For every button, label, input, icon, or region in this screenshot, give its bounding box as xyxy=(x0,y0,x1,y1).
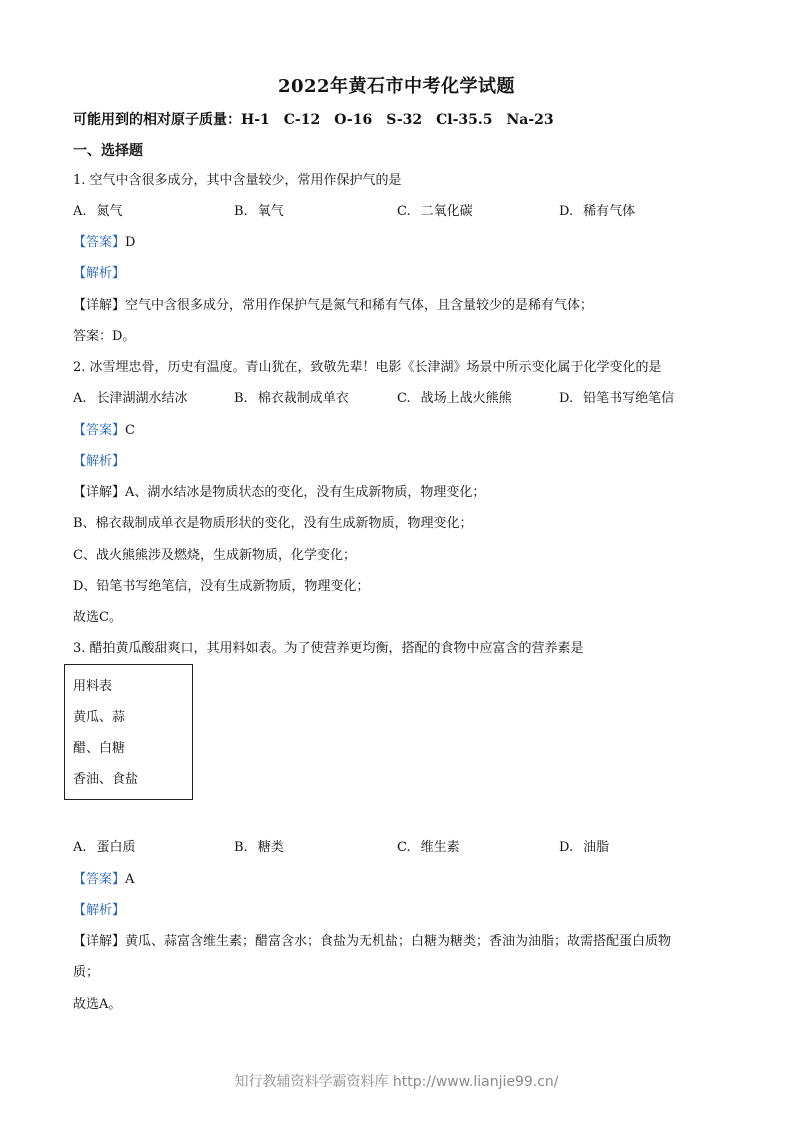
q1-option-a: A. 氮气 xyxy=(73,204,123,219)
q2-option-d: D. 铅笔书写绝笔信 xyxy=(559,391,675,406)
q3-detail: 【详解】黄瓜、蒜富含维生素；醋富含水；食盐为无机盐；白糖为糖类；香油为油脂；故需搭配蛋白质物 xyxy=(73,934,672,949)
q2-conclusion: 故选C。 xyxy=(73,610,122,625)
q3-analysis-label: 【解析】 xyxy=(73,903,126,918)
q2-option-c: C. 战场上战火熊熊 xyxy=(397,391,512,406)
page-footer-link[interactable]: 知行教辅资料学霸资料库 http://www.lianjie99.cn/ xyxy=(234,1074,559,1090)
q2-detail-b: B、棉衣裁制成单衣是物质形状的变化，没有生成新物质，物理变化； xyxy=(73,516,473,531)
q3-option-d: D. 油脂 xyxy=(559,840,610,855)
q3-option-c: C. 维生素 xyxy=(397,840,460,855)
atomic-mass-line: 可能用到的相对原子质量：H-1 C-12 O-16 S-32 Cl-35.5 Na-23 xyxy=(73,112,554,128)
q3-stem: 3. 醋拍黄瓜酸甜爽口，其用料如表。为了使营养更均衡，搭配的食物中应富含的营养素是 xyxy=(73,641,584,656)
ingredient-table xyxy=(64,664,193,800)
q1-option-c: C. 二氧化碳 xyxy=(397,204,473,219)
q3-answer: 【答案】A xyxy=(73,872,135,887)
q1-stem: 1. 空气中含很多成分，其中含量较少，常用作保护气的是 xyxy=(73,173,402,188)
ingredient-row: 醋、白糖 xyxy=(73,741,126,756)
ingredient-table-header: 用料表 xyxy=(73,679,113,694)
q3-option-b: B. 糖类 xyxy=(234,840,284,855)
q2-detail-c: C、战火熊熊涉及燃烧，生成新物质，化学变化； xyxy=(73,548,356,563)
q2-option-a: A. 长津湖湖水结冰 xyxy=(73,391,188,406)
q2-detail: 【详解】A、湖水结冰是物质状态的变化，没有生成新物质，物理变化； xyxy=(73,485,486,500)
q1-answer: 【答案】D xyxy=(73,235,136,250)
q2-stem: 2. 冰雪埋忠骨，历史有温度。青山犹在，致敬先辈！电影《长津湖》场景中所示变化属于化学变化的是 xyxy=(73,360,662,375)
section-heading: 一、选择题 xyxy=(73,143,143,159)
q1-detail: 【详解】空气中含很多成分，常用作保护气是氮气和稀有气体，且含量较少的是稀有气体； xyxy=(73,298,594,313)
q3-detail-cont: 质； xyxy=(73,965,100,980)
q2-detail-d: D、铅笔书写绝笔信，没有生成新物质，物理变化； xyxy=(73,579,370,594)
q1-analysis-label: 【解析】 xyxy=(73,266,126,281)
q3-conclusion: 故选A。 xyxy=(73,997,122,1012)
q2-option-b: B. 棉衣裁制成单衣 xyxy=(234,391,349,406)
page-title: 2022年黄石市中考化学试题 xyxy=(277,76,516,97)
q3-option-a: A. 蛋白质 xyxy=(73,840,136,855)
ingredient-row: 香油、食盐 xyxy=(73,772,139,787)
q1-option-d: D. 稀有气体 xyxy=(559,204,636,219)
q2-analysis-label: 【解析】 xyxy=(73,454,126,469)
q2-answer: 【答案】C xyxy=(73,423,135,438)
q1-conclusion: 答案：D。 xyxy=(73,329,136,344)
ingredient-row: 黄瓜、蒜 xyxy=(73,710,126,725)
q1-option-b: B. 氧气 xyxy=(234,204,284,219)
